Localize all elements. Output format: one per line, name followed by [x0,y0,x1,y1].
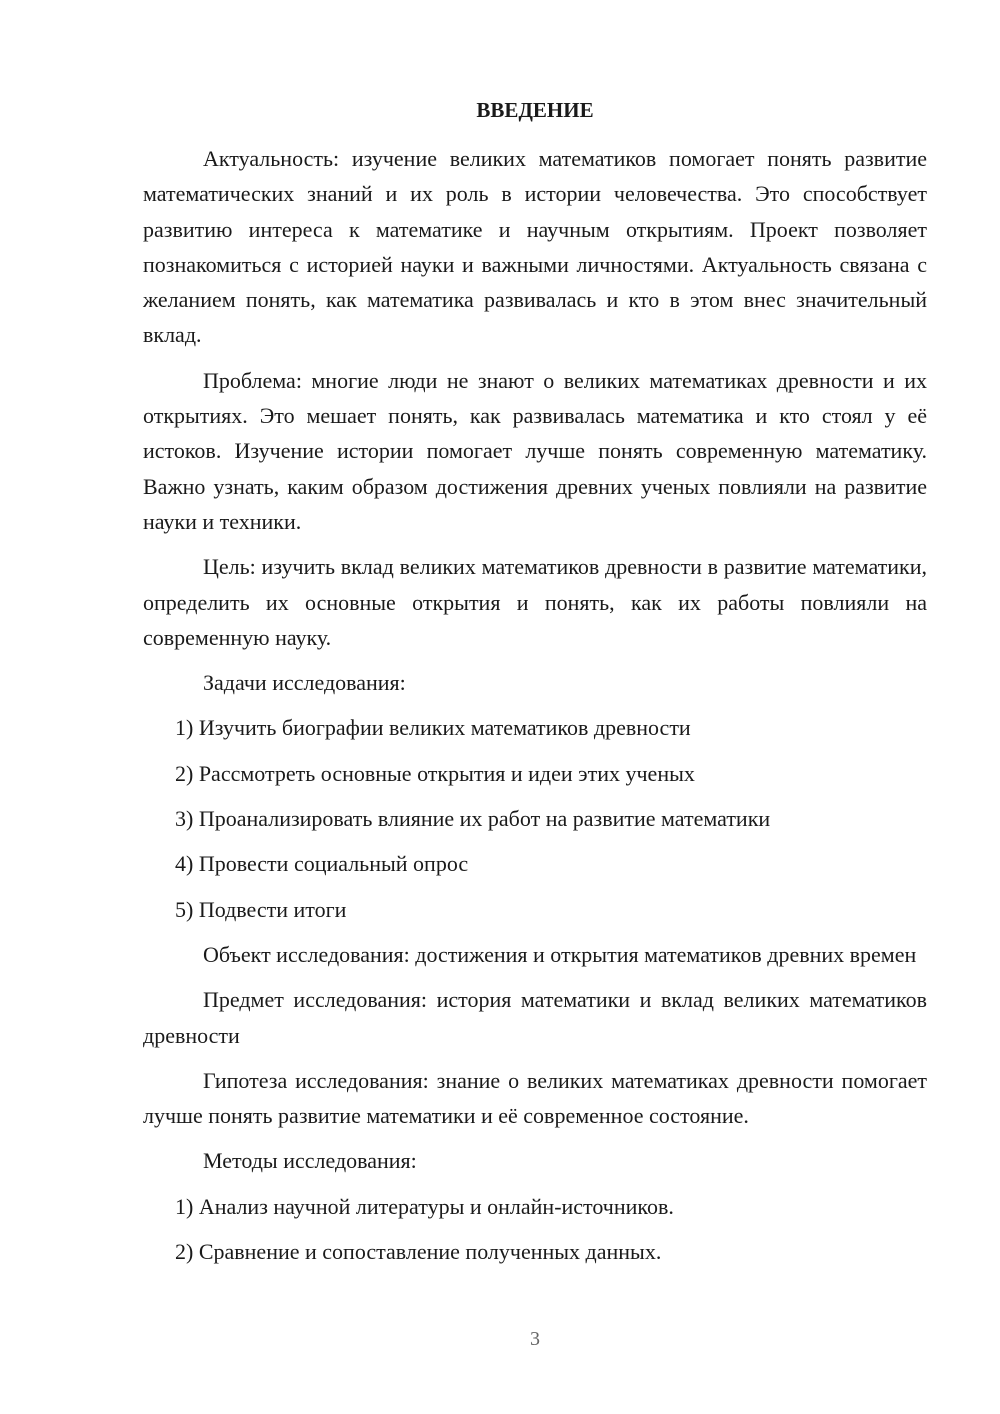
object-paragraph: Объект исследования: достижения и открытия математиков древних времен [203,941,917,967]
page-number: 3 [530,1328,540,1350]
task-item: 5) Подвести итоги [175,896,347,922]
methods-label: Методы исследования: [203,1148,417,1174]
method-item: 2) Сравнение и сопоставление полученных данных. [175,1239,662,1265]
subject-paragraph: Предмет исследования: история математики и вклад великих математиков древности [143,987,927,1048]
task-item: 3) Проанализировать влияние их работ на развитие математики [175,806,771,832]
tasks-label: Задачи исследования: [203,670,406,696]
task-item: 4) Провести социальный опрос [175,851,469,877]
page-content [143,92,927,1279]
method-item: 1) Анализ научной литературы и онлайн-источников. [175,1193,674,1219]
goal-paragraph: Цель: изучить вклад великих математиков древности в развитие математики, определить их основные открытия и понять, как их работы повлияли на современную науку. [143,554,927,650]
problem-paragraph: Проблема: многие люди не знают о великих математиках древности и их открытиях. Это мешает понять, как развивалась математика и кто стоял у её истоков. Изучение истории помогает лучше понять современную математику. Важно узнать, каким образом достижения древних ученых повлияли на развитие науки и техники. [143,367,927,534]
task-item: 1) Изучить биографии великих математиков древности [175,715,691,741]
task-item: 2) Рассмотреть основные открытия и идеи этих ученых [175,760,695,786]
hypothesis-paragraph: Гипотеза исследования: знание о великих математиках древности помогает лучше понять развитие математики и её современное состояние. [143,1067,927,1129]
relevance-paragraph: Актуальность: изучение великих математиков помогает понять развитие математических знаний и их роль в истории человечества. Это способствует развитию интереса к математике и научным открытиям. Проект позволяет познакомиться с историей науки и важными личностями. Актуальность связана с желанием понять, как математика развивалась и кто в этом внес значительный вклад. [143,146,927,348]
section-heading: ВВЕДЕНИЕ [476,98,594,122]
